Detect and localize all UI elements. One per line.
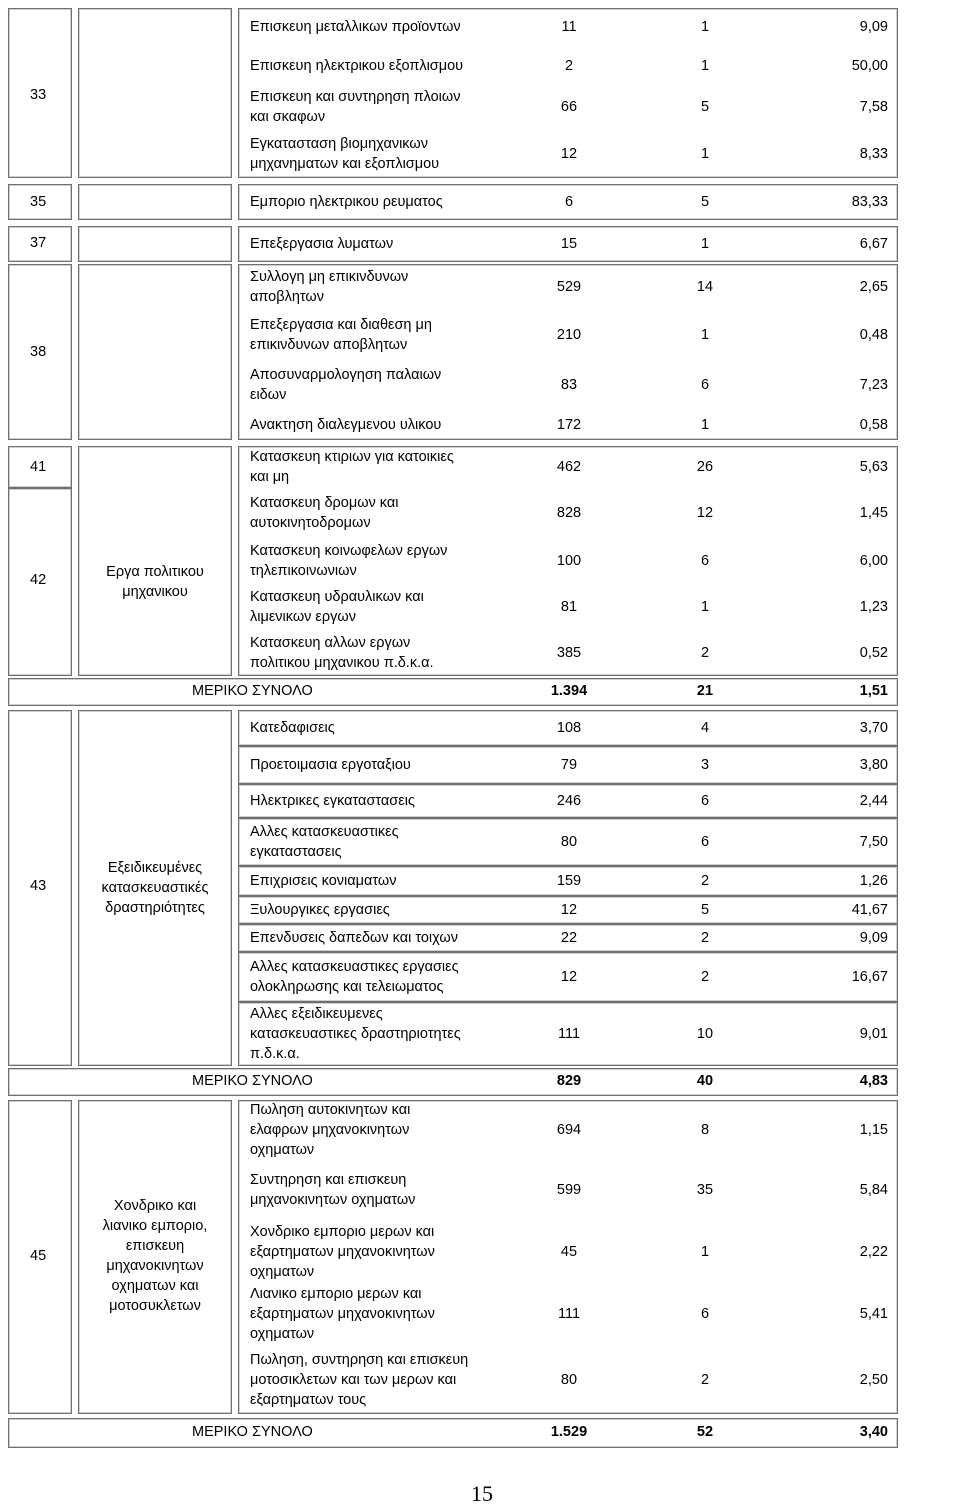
subtotal-count: 1.394 <box>550 683 588 699</box>
subtotal-percent: 1,51 <box>859 683 888 699</box>
row-description: πολιτικου μηχανικου π.δ.κ.α. <box>250 655 434 671</box>
row-description: εξαρτηματων μηχανοκινητων <box>250 1243 435 1260</box>
row-description: ειδων <box>250 387 287 403</box>
group-code: 41 <box>30 459 47 475</box>
activity-label: Εξειδικευμένες <box>107 860 203 876</box>
row-description: Αλλες κατασκευαστικες <box>250 824 399 840</box>
row-percent: 9,01 <box>859 1026 888 1042</box>
row-description: οχηματων <box>250 1263 315 1280</box>
group-code: 45 <box>30 1248 47 1264</box>
row-count: 111 <box>557 1306 581 1322</box>
row-new: 26 <box>696 459 714 475</box>
row-description: τηλεπικοινωνιων <box>250 563 357 579</box>
row-percent: 7,23 <box>859 377 888 393</box>
row-description: και σκαφων <box>250 109 326 125</box>
activity-cell <box>78 184 232 220</box>
row-percent: 1,15 <box>859 1122 888 1138</box>
row-new: 6 <box>700 1306 710 1322</box>
row-new: 14 <box>696 279 714 295</box>
row-percent: 1,45 <box>859 505 888 521</box>
group-code: 42 <box>30 572 47 588</box>
activity-cell <box>78 446 232 676</box>
row-description: Επεξεργασια και διαθεση μη <box>250 317 432 333</box>
row-percent: 1,26 <box>859 873 888 889</box>
row-count: 159 <box>556 873 582 889</box>
activity-cell <box>78 8 232 178</box>
row-new: 2 <box>700 930 710 946</box>
row-percent: 5,41 <box>859 1306 888 1322</box>
row-count: 12 <box>560 969 578 985</box>
row-count: 462 <box>556 459 582 475</box>
row-description: εξαρτηματων τους <box>250 1391 367 1408</box>
row-description: Επισκευη μεταλλικων προϊοντων <box>250 19 461 35</box>
row-percent: 1,23 <box>859 599 888 615</box>
row-count: 246 <box>556 793 582 809</box>
row-percent: 6,00 <box>859 553 888 569</box>
activity-label: οχηματων και <box>111 1278 199 1294</box>
activity-label: κατασκευαστικές <box>101 880 209 896</box>
row-description: μηχανοκινητων οχηματων <box>250 1192 416 1208</box>
row-description: Επενδυσεις δαπεδων και τοιχων <box>250 930 458 946</box>
subtotal-percent: 4,83 <box>859 1073 888 1089</box>
row-new: 1 <box>700 236 710 252</box>
subtotal-label: ΜΕΡΙΚΟ ΣΥΝΟΛΟ <box>192 1073 313 1089</box>
row-percent: 8,33 <box>859 146 888 162</box>
row-count: 81 <box>560 599 578 615</box>
row-description: Λιανικο εμποριο μερων και <box>250 1286 422 1302</box>
row-new: 1 <box>700 599 710 615</box>
row-description: μηχανηματων και εξοπλισμου <box>250 156 440 172</box>
activity-cell <box>78 226 232 262</box>
row-description: ολοκληρωσης και τελειωματος <box>250 979 444 995</box>
row-description: Κατασκευη κτιριων για κατοικιες <box>250 449 454 465</box>
row-description: Ηλεκτρικες εγκαταστασεις <box>250 793 415 809</box>
group-code: 43 <box>30 878 47 894</box>
row-description: Κατασκευη κοινωφελων εργων <box>250 543 448 559</box>
row-new: 10 <box>696 1026 714 1042</box>
row-description: αυτοκινητοδρομων <box>250 515 371 531</box>
row-percent: 2,22 <box>859 1243 888 1260</box>
row-percent: 3,70 <box>859 720 888 736</box>
row-count: 108 <box>556 720 582 736</box>
row-description: Συντηρηση και επισκευη <box>250 1172 407 1188</box>
row-new: 35 <box>696 1182 714 1198</box>
activity-label: Εργα πολιτικου <box>106 564 204 580</box>
row-percent: 6,67 <box>859 236 888 252</box>
activity-label: Χονδρικο και <box>113 1198 197 1214</box>
row-percent: 2,65 <box>859 279 888 295</box>
row-count: 80 <box>560 834 578 850</box>
row-count: 12 <box>560 146 578 162</box>
row-description: Εγκατασταση βιομηχανικων <box>250 136 428 152</box>
row-new: 4 <box>700 720 710 736</box>
activity-label: δραστηριότητες <box>105 900 205 916</box>
subtotal-label: ΜΕΡΙΚΟ ΣΥΝΟΛΟ <box>192 1424 313 1440</box>
row-count: 6 <box>564 194 574 210</box>
row-count: 828 <box>556 505 582 521</box>
row-new: 8 <box>700 1122 710 1138</box>
row-new: 6 <box>700 377 710 393</box>
row-description: λιμενικων εργων <box>250 609 356 625</box>
row-description: Χονδρικο εμποριο μερων και <box>250 1223 435 1240</box>
row-description: Κατασκευη υδραυλικων και <box>250 589 424 605</box>
row-count: 100 <box>556 553 582 569</box>
activity-label: μοτοσυκλετων <box>109 1298 201 1314</box>
row-new: 5 <box>700 194 710 210</box>
row-new: 1 <box>700 417 710 433</box>
row-description: Επισκευη ηλεκτρικου εξοπλισμου <box>250 58 464 74</box>
row-description: Συλλογη μη επικινδυνων <box>250 269 409 285</box>
subtotal-count: 1.529 <box>550 1424 588 1440</box>
row-count: 385 <box>556 645 582 661</box>
row-percent: 0,48 <box>859 327 888 343</box>
row-count: 22 <box>560 930 578 946</box>
row-new: 12 <box>696 505 714 521</box>
page-number: 15 <box>471 1481 493 1506</box>
row-count: 529 <box>556 279 582 295</box>
row-description: κατασκευαστικες δραστηριοτητες <box>250 1026 461 1042</box>
row-description: Αλλες εξειδικευμενες <box>250 1006 383 1022</box>
row-count: 210 <box>556 327 582 343</box>
row-percent: 2,44 <box>859 793 888 809</box>
row-percent: 7,50 <box>859 834 888 850</box>
row-count: 599 <box>556 1182 582 1198</box>
row-description: αποβλητων <box>250 289 324 305</box>
row-description: επικινδυνων αποβλητων <box>250 337 408 353</box>
row-new: 2 <box>700 873 710 889</box>
row-description: Ξυλουργικες εργασιες <box>250 902 390 918</box>
row-new: 1 <box>700 19 710 35</box>
row-description: και μη <box>250 469 290 485</box>
row-description: οχηματων <box>250 1326 315 1342</box>
row-percent: 3,80 <box>859 757 888 773</box>
row-description: Αλλες κατασκευαστικες εργασιες <box>250 959 459 975</box>
row-new: 1 <box>700 327 710 343</box>
row-count: 694 <box>556 1122 582 1138</box>
row-count: 172 <box>556 417 582 433</box>
row-percent: 16,67 <box>851 969 888 985</box>
row-percent: 41,67 <box>851 902 888 918</box>
row-new: 2 <box>700 645 710 661</box>
row-percent: 2,50 <box>859 1371 888 1388</box>
row-description: Επεξεργασια λυματων <box>250 236 394 252</box>
row-percent: 0,58 <box>859 417 888 433</box>
row-description: Επιχρισεις κονιαματων <box>250 873 397 889</box>
subtotal-new: 40 <box>696 1073 714 1089</box>
row-count: 79 <box>560 757 578 773</box>
subtotal-count: 829 <box>556 1073 582 1089</box>
row-count: 111 <box>557 1026 581 1042</box>
row-count: 2 <box>564 58 574 74</box>
row-count: 83 <box>560 377 578 393</box>
row-description: Κατασκευη δρομων και <box>250 495 399 511</box>
row-new: 5 <box>700 902 710 918</box>
activity-label: επισκευη <box>125 1238 185 1254</box>
row-description: Πωληση αυτοκινητων και <box>250 1102 411 1118</box>
subtotal-new: 21 <box>696 683 714 699</box>
row-description: Επισκευη και συντηρηση πλοιων <box>250 89 461 105</box>
row-count: 15 <box>560 236 578 252</box>
row-new: 2 <box>700 1371 710 1388</box>
row-count: 45 <box>560 1243 578 1260</box>
row-percent: 7,58 <box>859 99 888 115</box>
row-description: Εμποριο ηλεκτρικου ρευματος <box>250 194 443 210</box>
row-new: 1 <box>700 58 710 74</box>
group-code: 33 <box>30 87 47 103</box>
row-description: Αποσυναρμολογηση παλαιων <box>250 367 442 383</box>
subtotal-new: 52 <box>696 1424 714 1440</box>
row-percent: 83,33 <box>851 194 888 210</box>
row-new: 1 <box>700 1243 710 1260</box>
row-new: 5 <box>700 99 710 115</box>
activity-label: μηχανικου <box>122 584 188 600</box>
row-count: 11 <box>561 19 577 35</box>
row-new: 2 <box>700 969 710 985</box>
row-description: ελαφρων μηχανοκινητων <box>250 1122 410 1138</box>
row-new: 6 <box>700 553 710 569</box>
row-count: 12 <box>560 902 578 918</box>
subtotal-label: ΜΕΡΙΚΟ ΣΥΝΟΛΟ <box>192 683 313 699</box>
subtotal-percent: 3,40 <box>859 1424 888 1440</box>
row-percent: 0,52 <box>859 645 888 661</box>
row-count: 66 <box>560 99 578 115</box>
row-description: οχηματων <box>250 1142 315 1158</box>
row-new: 6 <box>700 793 710 809</box>
group-code: 38 <box>30 344 47 360</box>
row-description: π.δ.κ.α. <box>250 1046 300 1062</box>
row-new: 1 <box>700 146 710 162</box>
row-count: 80 <box>560 1371 578 1388</box>
row-description: Κατεδαφισεις <box>250 720 335 736</box>
group-code: 35 <box>30 194 47 210</box>
row-percent: 9,09 <box>859 930 888 946</box>
row-percent: 5,84 <box>859 1182 888 1198</box>
row-description: Πωληση, συντηρηση και επισκευη <box>250 1351 469 1368</box>
row-new: 3 <box>700 757 710 773</box>
row-description: Ανακτηση διαλεγμενου υλικου <box>250 417 442 433</box>
row-description: Κατασκευη αλλων εργων <box>250 635 411 651</box>
row-new: 6 <box>700 834 710 850</box>
row-percent: 5,63 <box>859 459 888 475</box>
activity-label: λιανικο εμποριο, <box>102 1218 208 1234</box>
activity-label: μηχανοκινητων <box>106 1258 204 1274</box>
row-description: εγκαταστασεις <box>250 844 342 860</box>
row-percent: 9,09 <box>859 19 888 35</box>
group-code: 37 <box>30 235 47 251</box>
row-description: εξαρτηματων μηχανοκινητων <box>250 1306 435 1322</box>
activity-cell <box>78 264 232 440</box>
row-percent: 50,00 <box>851 58 888 74</box>
row-description: Προετοιμασια εργοταξιου <box>250 757 411 773</box>
row-description: μοτοσικλετων και των μερων και <box>250 1371 457 1388</box>
